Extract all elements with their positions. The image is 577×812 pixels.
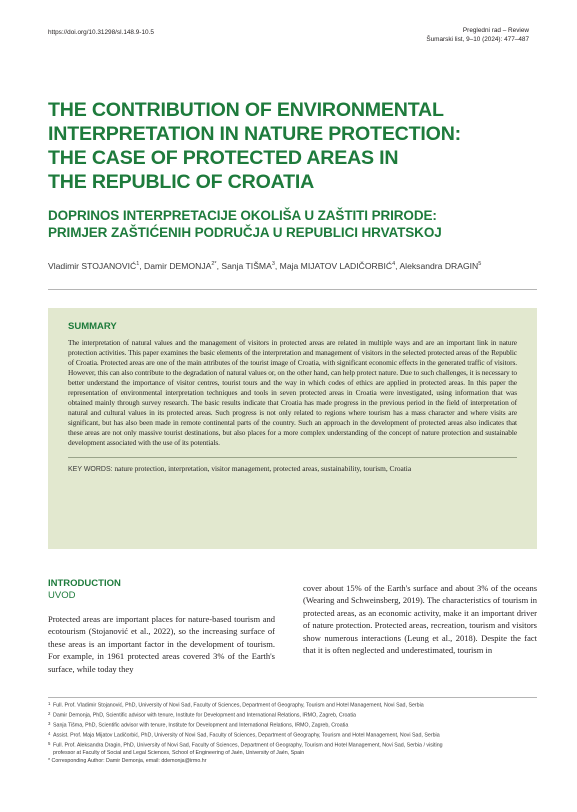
footnote: 1 Full. Prof. Vladimir Stojanović, PhD, University of Novi Sad, Faculty of Sciences, Department of Geography, Tourism and Hotel Management, Novi Sad, Serbia	[48, 701, 424, 709]
author: Aleksandra DRAGIN$^5$	[399, 261, 482, 271]
section-subheading: UVOD	[48, 590, 76, 601]
body-paragraph: Protected areas are important places for nature-based tourism and ecotourism (Stojanović et al., 2022), so the increasing surface of these areas is an important factor in the development of tourism. For example, in 1961 protected areas covered 3% of the Earth's surface, while today they	[48, 614, 275, 674]
journal-citation: Šumarski list, 9–10 (2024): 477–487	[426, 35, 529, 43]
body-paragraph: cover about 15% of the Earth's surface and about 3% of the oceans (Wearing and Schweinsberg, 2019). The characteristics of tourism in protected areas, as an economic activity, make it an important driver of nature protection. Protected areas, recreation, tourism and visitors show numerous interactions (Leung et al., 2018). Despite the fact that it is often neglected and underestimated, tourism in	[303, 583, 537, 656]
title-line: THE REPUBLIC OF CROATIA	[48, 171, 315, 193]
keywords-list: nature protection, interpretation, visitor management, protected areas, sustainability, tourism, Croatia	[114, 464, 412, 474]
divider	[48, 289, 537, 290]
right-column	[303, 582, 537, 657]
title-line: INTERPRETATION IN NATURE PROTECTION:	[48, 123, 461, 145]
summary-box	[48, 308, 537, 549]
section-heading: INTRODUCTION	[48, 578, 121, 589]
author: Vladimir STOJANOVIĆ$^1$,	[48, 261, 145, 271]
footnote: * Corresponding Author: Damir Demonja, email: ddemonja@irmo.hr	[48, 758, 207, 765]
title-line: THE CONTRIBUTION OF ENVIRONMENTAL	[48, 99, 444, 121]
left-column	[48, 578, 275, 675]
doi-link[interactable]: https://doi.org/10.31298/sl.148.9-10.5	[48, 29, 154, 36]
subtitle-line: PRIMJER ZAŠTIĆENIH PODRUČJA U REPUBLICI HRVATSKOJ	[48, 224, 442, 240]
footnote: 3 Sanja Tišma, PhD, Scientific advisor with tenure, Institute for Development and International Relations, IRMO, Zagreb, Croatia	[48, 721, 349, 729]
subtitle-line: DOPRINOS INTERPRETACIJE OKOLIŠA U ZAŠTITI PRIRODE:	[48, 208, 437, 223]
paper-title	[48, 98, 538, 194]
divider	[68, 457, 517, 458]
footnote: 4 Assist. Prof. Maja Mijatov Ladičorbić, PhD, University of Novi Sad, Faculty of Sciences, Department of Geography, Tourism and Hotel Management, Novi Sad, Serbia	[48, 731, 440, 739]
footnote: 2 Damir Demonja, PhD, Scientific advisor with tenure, Institute for Development and International Relations, IRMO, Zagreb, Croatia	[48, 711, 356, 719]
author: Maja MIJATOV LADIČORBIĆ$^4$,	[279, 261, 400, 271]
paper-subtitle	[48, 208, 538, 241]
summary-heading: SUMMARY	[68, 321, 117, 332]
author: Damir $DEMONJA^{2*}$,	[144, 261, 222, 271]
keywords	[68, 464, 517, 475]
author: Sanja TIŠMA$^3$,	[221, 261, 280, 271]
author-list	[48, 261, 543, 271]
journal-header	[426, 27, 529, 44]
title-line: THE CASE OF PROTECTED AREAS IN	[48, 147, 399, 169]
divider	[48, 697, 537, 698]
footnote: professor at Faculty of Social and Legal Sciences, School of Engineering of Jaén, University of Jaén, Spain	[53, 750, 305, 757]
article-type: Pregledni rad – Review	[462, 27, 529, 34]
summary-text: The interpretation of natural values and the management of visitors in protected areas are related in multiple ways and are an important link in nature protection activities. This paper examines the basic elements of the interpretation and management of visitors in the selected protected areas of the Republic of Croatia. Protected areas are one of the main attributes of the tourist image of Croatia, with significant economic effects in the generated traffic of visitors. However, this can also contribute to the degradation of natural values or, on the other hand, can help protect nature. Due to such challenges, it is necessary to better understand the importance of visitor centres, tourist tours and the way in which codes of ethics are applied in protected areas. In this paper the representation of environmental interpretation techniques and tools in seven protected areas in Croatia were investigated, using information that was obtained mainly through survey research. The basic results indicate that Croatia has made progress in the previous period in the field of interpretation of natural and cultural values in its protected areas. Such progress is not only related to regions where tourism has a mass character and where visits are significant, but has also been made in remote continental parts of the country. Such an approach in the development of protected areas also indicates that these areas are not only massive tourist destinations, but also places for a more complex understanding of the concept of nature protection and sustainable development associated with the use of its potentials.	[68, 338, 517, 447]
footnotes	[48, 700, 540, 766]
footnote: 5 Full. Prof. Aleksandra Dragin, PhD, University of Novi Sad, Faculty of Sciences, Department of Geography, Tourism and Hotel Management, Novi Sad, Serbia / visiting	[48, 741, 443, 749]
keywords-label: KEY WORDS:	[68, 466, 113, 474]
